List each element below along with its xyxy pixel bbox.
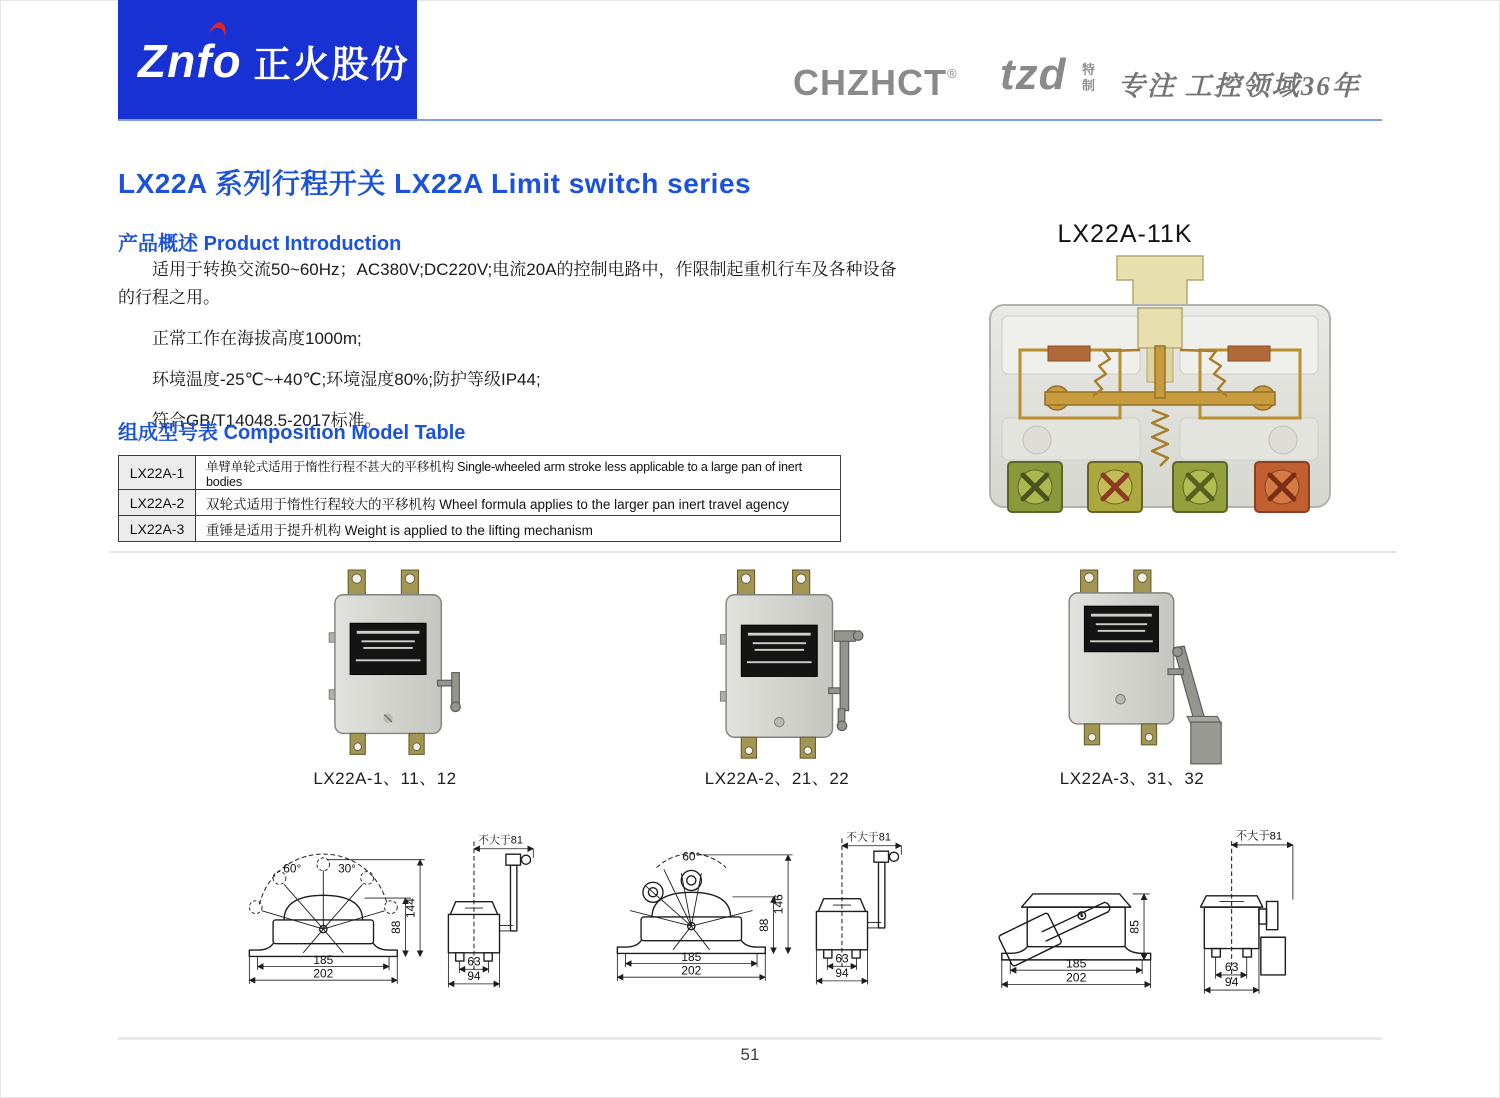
dim-value: 185 (313, 952, 334, 967)
logo-text-latin: Znfo (138, 34, 242, 87)
tzd-wordmark: tzd (1000, 50, 1067, 99)
header-rule (118, 119, 1382, 121)
section-heading-cn: 产品概述 (118, 233, 198, 255)
section-heading-cn: 组成型号表 (118, 422, 218, 444)
section-separator (110, 551, 1396, 553)
dim-value: 94 (835, 966, 849, 981)
gallery-photo-lx22a-3 (1035, 566, 1225, 766)
section-heading-product-intro (118, 227, 401, 256)
model-cell: LX22A-2 (119, 490, 196, 516)
tzd-special-char-1: 特 (1082, 62, 1096, 77)
page-title: LX22A 系列行程开关 LX22A Limit switch series (118, 168, 752, 199)
logo-text-cn: 正火股份 (253, 43, 410, 85)
dim-value: 63 (835, 951, 849, 966)
dim-value: 63 (467, 954, 481, 969)
dim-angle: 60° (283, 861, 302, 876)
brand-text: CHZHCT (793, 62, 947, 103)
model-cell: LX22A-3 (119, 516, 196, 542)
table-row (119, 456, 841, 490)
footer-rule (118, 1037, 1382, 1040)
table-row (119, 490, 841, 516)
model-cell: LX22A-1 (119, 456, 196, 490)
tzd-special-char-2: 制 (1082, 77, 1096, 93)
company-logo (118, 0, 417, 121)
gallery-caption: LX22A-3、31、32 (1059, 769, 1205, 788)
dim-value: 202 (313, 966, 334, 981)
registered-mark: ® (946, 66, 958, 81)
dim-value: 63 (1224, 960, 1239, 975)
dim-value: 202 (681, 963, 702, 978)
lever-arm (829, 631, 863, 731)
dim-value: 85 (1127, 920, 1142, 934)
tzd-special-label (1082, 62, 1095, 93)
dim-value: 94 (467, 969, 481, 984)
dim-label: 不大于81 (1235, 830, 1283, 843)
header-slogan: 专注 工控领域36年 (1118, 71, 1361, 101)
front-view (617, 849, 792, 981)
brand-wordmark (793, 62, 958, 104)
table-row (119, 516, 841, 542)
dim-value: 88 (757, 918, 771, 932)
dim-angle: 60° (682, 849, 701, 864)
dim-value: 185 (1065, 956, 1087, 971)
front-view (249, 854, 424, 984)
front-view (998, 894, 1150, 988)
gallery-photo-lx22a-1 (295, 566, 485, 766)
product-photo-label: LX22A-11K (1057, 220, 1193, 248)
dimension-drawing-lx22a-3 (982, 813, 1307, 1005)
dim-value: 146 (771, 894, 786, 915)
side-view (1201, 828, 1293, 993)
gallery-photo-lx22a-2 (690, 566, 880, 766)
dimension-drawing-lx22a-2 (600, 807, 915, 1005)
dim-label: 不大于81 (845, 831, 891, 844)
dim-value: 202 (1065, 970, 1087, 985)
dim-angle: 30° (338, 861, 357, 876)
plunger (1117, 256, 1203, 308)
intro-paragraph: 适用于转换交流50~60Hz；AC380V;DC220V;电流20A的控制电路中，作限制起重机行车及各种设备的行程之用。 (118, 260, 897, 308)
side-view (816, 829, 901, 984)
dim-value: 94 (1224, 975, 1239, 990)
composition-model-table (118, 455, 841, 542)
dim-value: 185 (681, 949, 702, 964)
desc-cell: 单臂单轮式适用于惰性行程不甚大的平移机构 Single-wheeled arm stroke less applicable to a large pan of inert bodies (196, 456, 841, 490)
product-photo-lx22a-11k (975, 250, 1345, 522)
desc-cell: 双轮式适用于惰性行程较大的平移机构 Wheel formula applies to the larger pan inert travel agency (196, 490, 841, 516)
section-heading-model-table (118, 416, 465, 445)
dim-value: 88 (389, 920, 403, 934)
section-heading-en: Product Introduction (203, 233, 402, 255)
desc-cell: 重锤是适用于提升机构 Weight is applied to the lifting mechanism (196, 516, 841, 542)
dimension-drawing-lx22a-1 (232, 813, 547, 1005)
gallery-caption: LX22A-1、11、12 (313, 769, 457, 788)
section-heading-en: Composition Model Table (223, 422, 466, 444)
intro-paragraph: 正常工作在海拔高度1000m; (152, 329, 362, 349)
gallery-caption: LX22A-2、21、22 (704, 769, 850, 788)
lever-arm-with-weight (1168, 646, 1221, 764)
page-number: 51 (740, 1045, 760, 1064)
side-view (448, 832, 533, 987)
dim-value: 144 (403, 898, 418, 918)
intro-paragraph: 符合GB/T14048.5-2017标准。 (152, 411, 382, 431)
intro-paragraph: 环境温度-25℃~+40℃;环境湿度80%;防护等级IP44; (152, 370, 541, 390)
weight-lever (998, 902, 1110, 966)
dim-label: 不大于81 (477, 834, 523, 847)
